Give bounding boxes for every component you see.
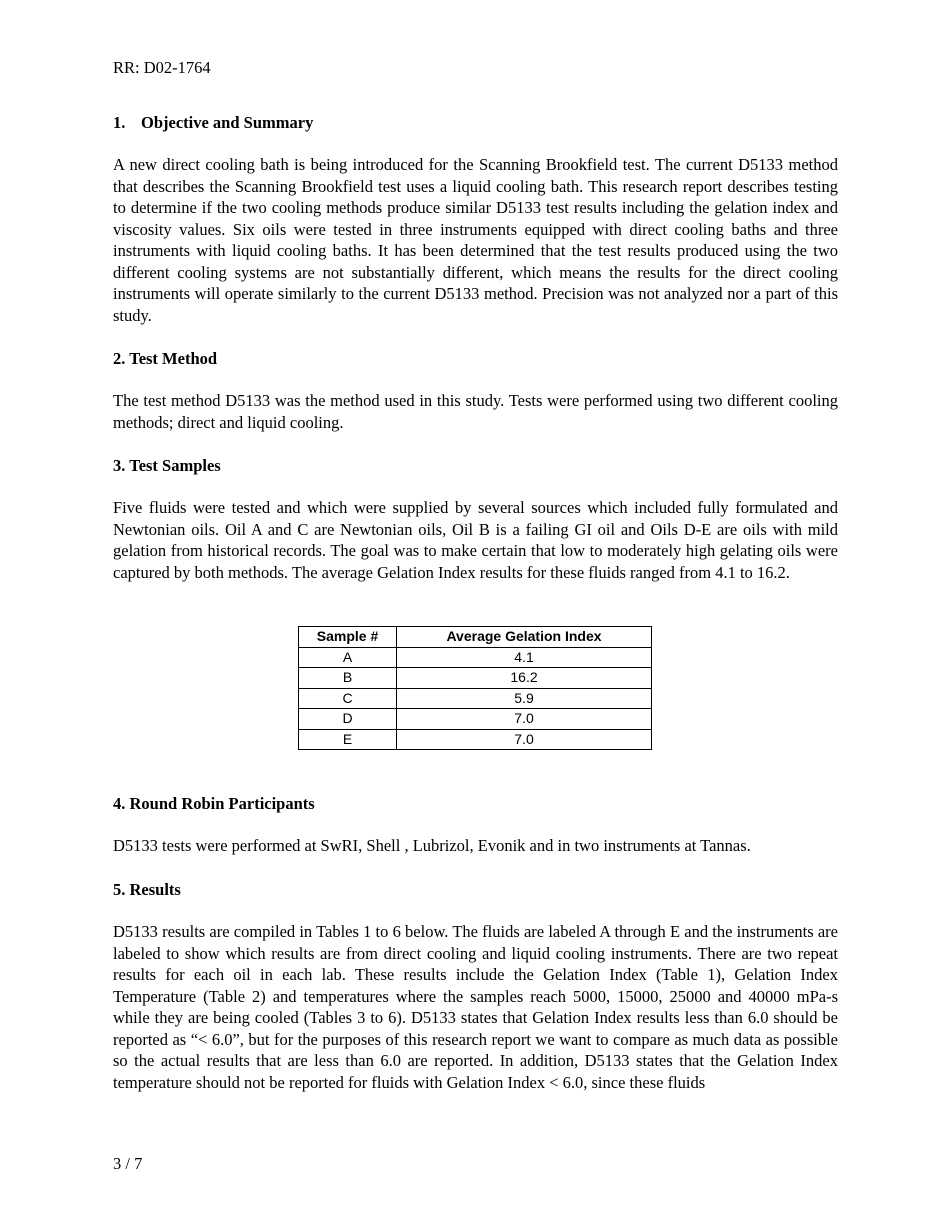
table-header-row — [299, 627, 652, 648]
table-header-sample: Sample # — [299, 627, 397, 648]
section-3-heading: 3. Test Samples — [113, 456, 221, 475]
table-row — [299, 668, 652, 689]
table-cell-value: 16.2 — [397, 668, 652, 689]
table-cell-sample: E — [299, 729, 397, 750]
table-row — [299, 688, 652, 709]
section-1-title: Objective and Summary — [141, 113, 314, 132]
table-cell-sample: A — [299, 647, 397, 668]
table-cell-value: 5.9 — [397, 688, 652, 709]
section-2-paragraph: The test method D5133 was the method used in this study. Tests were performed using two different cooling methods; direct and liquid cooling. — [113, 391, 838, 432]
table-cell-sample: D — [299, 709, 397, 730]
section-3-paragraph: Five fluids were tested and which were supplied by several sources which included fully formulated and Newtonian oils. Oil A and C are Newtonian oils, Oil B is a failing GI oil and Oils D-E are oils with mild gelation from historical records. The goal was to make certain that low to moderately high gelating oils were captured by both methods. The average Gelation Index results for these fluids ranged from 4.1 to 16.2. — [113, 498, 838, 582]
page-header: RR: D02-1764 — [113, 58, 211, 77]
section-1-number: 1. — [113, 113, 126, 132]
table-row — [299, 709, 652, 730]
table-cell-sample: B — [299, 668, 397, 689]
table-cell-value: 7.0 — [397, 709, 652, 730]
page-number: 3 / 7 — [113, 1154, 143, 1173]
section-5-heading: 5. Results — [113, 880, 181, 899]
section-4-paragraph: D5133 tests were performed at SwRI, Shell , Lubrizol, Evonik and in two instruments at Tannas. — [113, 836, 751, 855]
section-2-heading: 2. Test Method — [113, 349, 218, 368]
section-1-paragraph: A new direct cooling bath is being introduced for the Scanning Brookfield test. The current D5133 method that describes the Scanning Brookfield test uses a liquid cooling bath. This research report describes testing to determine if the two cooling methods produce similar D5133 test results including the gelation index and viscosity values. Six oils were tested in three instruments equipped with direct cooling baths and three instruments with liquid cooling baths. It has been determined that the test results produced using the two different cooling systems are not substantially different, which means the results for the direct cooling instruments will operate similarly to the current D5133 method. Precision was not analyzed nor a part of this study. — [113, 155, 838, 325]
table-header-gelation-index: Average Gelation Index — [397, 627, 652, 648]
section-1-heading — [113, 112, 313, 134]
section-5-paragraph: D5133 results are compiled in Tables 1 to 6 below. The fluids are labeled A through E and the instruments are labeled to show which results are from direct cooling and liquid cooling instruments. There are two repeat results for each oil in each lab. These results include the Gelation Index (Table 1), Gelation Index Temperature (Table 2) and temperatures where the samples reach 5000, 15000, 25000 and 40000 mPa-s while they are being cooled (Tables 3 to 6). D5133 states that Gelation Index results less than 6.0 should be reported as “< 6.0”, but for the purposes of this research report we want to compare as much data as possible so the actual results that are less than 6.0 are reported. In addition, D5133 states that the Gelation Index temperature should not be reported for fluids with Gelation Index < 6.0, since these fluids — [113, 922, 838, 1092]
gelation-index-table — [298, 626, 652, 750]
table-cell-value: 7.0 — [397, 729, 652, 750]
table-cell-sample: C — [299, 688, 397, 709]
table-cell-value: 4.1 — [397, 647, 652, 668]
table-row — [299, 729, 652, 750]
table-row — [299, 647, 652, 668]
section-4-heading: 4. Round Robin Participants — [113, 794, 315, 813]
